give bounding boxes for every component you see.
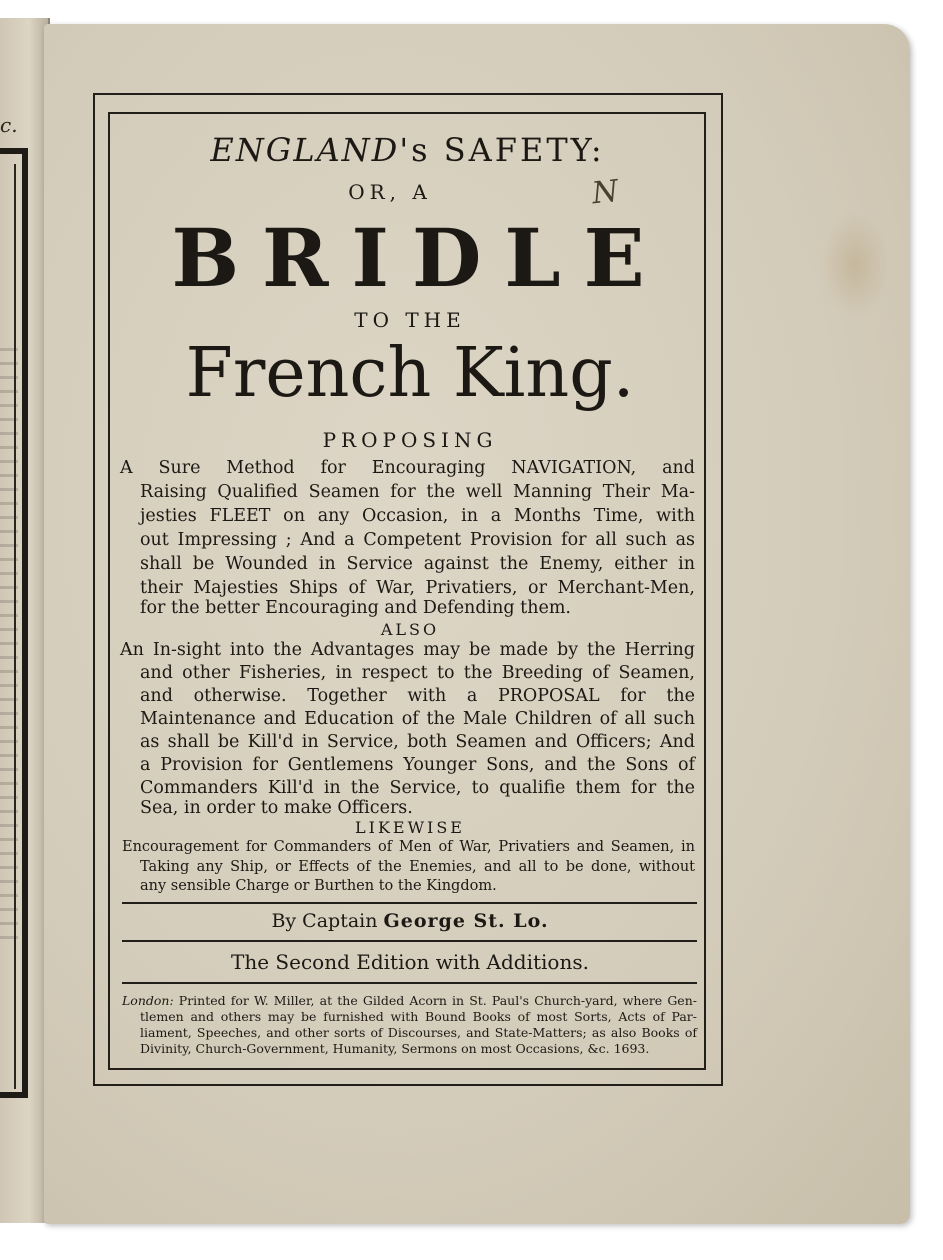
author-line <box>200 912 620 931</box>
proposing-heading: PROPOSING <box>322 428 498 452</box>
proposing-line: jesties FLEET on any Occasion, in a Months Time, with <box>140 506 695 526</box>
also-line: and other Fisheries, in respect to the Breeding of Seamen, <box>140 663 695 683</box>
proposing-line: their Majesties Ships of War, Privatiers, or Merchant-Men, <box>140 578 695 598</box>
title-french-king: French King. <box>185 334 635 413</box>
title-england-word: ENGLAND <box>210 131 400 169</box>
left-page-fragment: c. <box>0 113 18 137</box>
paper-stain <box>820 210 890 320</box>
title-or-a: OR, A <box>348 180 432 204</box>
handwritten-annotation: N <box>590 173 621 212</box>
left-page-woodcut <box>0 348 18 948</box>
imprint-line: tlemen and others may be furnished with Bound Books of most Sorts, Acts of Par- <box>140 1009 697 1024</box>
proposing-line: out Impressing ; And a Competent Provision for all such as <box>140 530 695 550</box>
also-line: and otherwise. Together with a PROPOSAL for the <box>140 686 695 706</box>
imprint-place: London: <box>122 993 174 1008</box>
also-line: a Provision for Gentlemens Younger Sons, and the Sons of <box>140 755 695 775</box>
title-bridle: BRIDLE <box>171 211 668 305</box>
likewise-line: Encouragement for Commanders of Men of War, Privatiers and Seamen, in <box>122 839 695 855</box>
proposing-line: shall be Wounded in Service against the Enemy, either in <box>140 554 695 574</box>
also-line: Commanders Kill'd in the Service, to qualifie them for the <box>140 778 695 798</box>
author-name: George St. Lo. <box>383 910 549 932</box>
imprint-line: liament, Speeches, and other sorts of Discourses, and State-Matters; as also Books of <box>140 1025 697 1040</box>
imprint-line: Divinity, Church-Government, Humanity, Sermons on most Occasions, &c. 1693. <box>140 1041 650 1056</box>
likewise-line: Taking any Ship, or Effects of the Enemies, and all to be done, without <box>140 859 695 875</box>
also-line: Maintenance and Education of the Male Children of all such <box>140 709 695 729</box>
divider-rule <box>122 982 697 984</box>
divider-rule <box>122 940 697 942</box>
likewise-heading: LIKEWISE <box>355 818 465 837</box>
also-line: An In-sight into the Advantages may be made by the Herring <box>120 640 695 660</box>
proposing-line: Raising Qualified Seamen for the well Manning Their Ma- <box>140 482 695 502</box>
left-page-edge <box>0 18 50 1223</box>
title-line-england <box>125 131 690 169</box>
title-safety-word: 's SAFETY: <box>399 131 605 169</box>
proposing-line: for the better Encouraging and Defending them. <box>140 598 571 618</box>
imprint-text: Printed for W. Miller, at the Gilded Acorn in St. Paul's Church-yard, where Gen- <box>178 993 697 1008</box>
likewise-line: any sensible Charge or Burthen to the Kingdom. <box>140 878 497 894</box>
imprint-line <box>122 995 697 1008</box>
divider-rule <box>122 902 697 904</box>
proposing-line: A Sure Method for Encouraging NAVIGATION, and <box>120 458 695 478</box>
author-prefix: By Captain <box>271 910 378 932</box>
also-heading: ALSO <box>380 620 440 639</box>
also-line: as shall be Kill'd in Service, both Seamen and Officers; And <box>140 732 695 752</box>
also-line: Sea, in order to make Officers. <box>140 798 413 818</box>
edition-line: The Second Edition with Additions. <box>231 950 589 974</box>
title-to-the: TO THE <box>354 308 466 332</box>
